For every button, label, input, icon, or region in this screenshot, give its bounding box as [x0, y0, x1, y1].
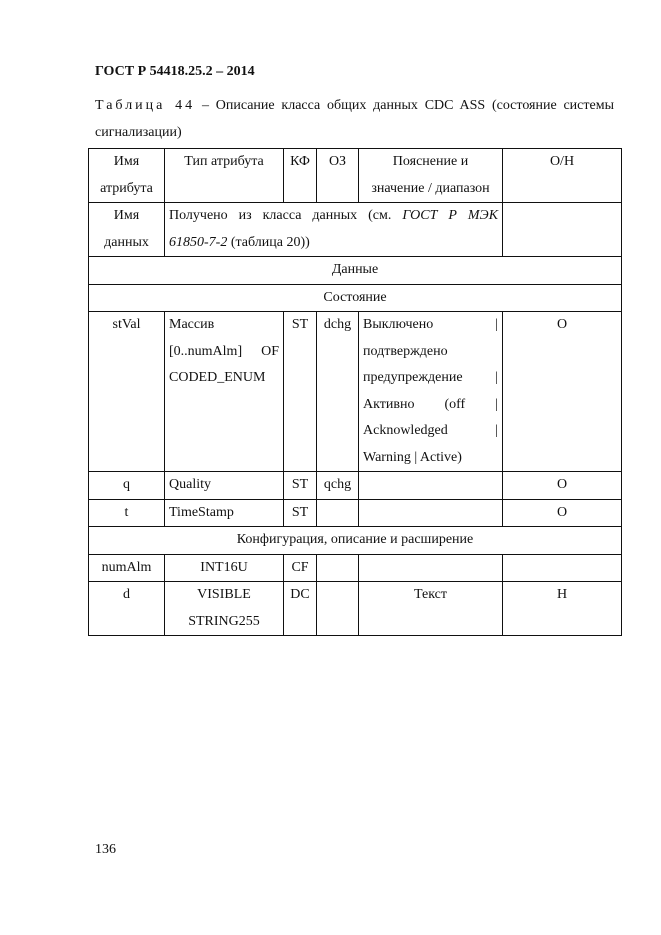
stval-expl-line4: Активно (off | [363, 396, 498, 412]
table-caption-number: Таблица 44 [95, 98, 196, 113]
document-standard-header: ГОСТ Р 54418.25.2 – 2014 [95, 64, 255, 79]
t-explanation-empty [359, 499, 503, 527]
header-name-line2: атрибута [100, 180, 153, 196]
dataname-desc-ref1: ГОСТ Р МЭК [402, 208, 498, 223]
d-on: Н [503, 582, 622, 636]
t-on: О [503, 499, 622, 527]
stval-expl-line5: Acknowledged | [363, 423, 498, 438]
q-oz: qchg [317, 472, 359, 500]
page-number: 136 [95, 842, 116, 857]
stval-explanation [359, 312, 503, 472]
numalm-on-empty [503, 554, 622, 582]
table-caption [95, 92, 614, 146]
d-oz-empty [317, 582, 359, 636]
table-row [89, 312, 622, 472]
stval-expl-line1: Выключено | [363, 317, 498, 332]
d-type [165, 582, 284, 636]
section-row-status [89, 284, 622, 312]
t-oz-empty [317, 499, 359, 527]
section-row-data [89, 257, 622, 285]
numalm-type: INT16U [165, 554, 284, 582]
dataname-on-empty [503, 203, 622, 257]
stval-type-line3: CODED_ENUM [169, 370, 266, 385]
header-name-line1: Имя [113, 154, 140, 169]
d-name: d [89, 582, 165, 636]
numalm-oz-empty [317, 554, 359, 582]
dataname-description [165, 203, 503, 257]
d-type-line2: STRING255 [188, 613, 260, 629]
header-oz: ОЗ [317, 149, 359, 203]
numalm-kf: CF [284, 554, 317, 582]
stval-type-line2: [0..numAlm] OF [169, 343, 279, 359]
section-status-label: Состояние [89, 284, 622, 312]
dataname-desc-ref2: 61850-7-2 [169, 234, 228, 250]
dataname-desc-line2 [169, 230, 498, 257]
d-explanation: Текст [359, 582, 503, 636]
dataname-label-line2: данных [104, 234, 149, 250]
t-name: t [89, 499, 165, 527]
cdc-ass-table [88, 148, 622, 636]
stval-type-line1: Массив [169, 317, 215, 332]
t-type: TimeStamp [165, 499, 284, 527]
header-attribute-name [89, 149, 165, 203]
dataname-label-line1: Имя [113, 208, 140, 223]
stval-kf: ST [284, 312, 317, 472]
table-row [89, 499, 622, 527]
header-expl-line2: значение / диапазон [371, 180, 490, 196]
numalm-explanation-empty [359, 554, 503, 582]
stval-name: stVal [89, 312, 165, 472]
table-row [89, 582, 622, 636]
d-kf: DC [284, 582, 317, 636]
stval-expl-line6: Warning | Active) [363, 449, 462, 465]
t-kf: ST [284, 499, 317, 527]
section-config-label: Конфигурация, описание и расширение [89, 527, 622, 555]
dataname-desc-line1 [169, 203, 498, 230]
q-kf: ST [284, 472, 317, 500]
header-kf: КФ [284, 149, 317, 203]
table-caption-text: – Описание класса общих данных CDC ASS (состояние системы сигнализации) [95, 98, 614, 140]
table-row [89, 554, 622, 582]
dataname-desc-post: (таблица 20)) [227, 234, 310, 250]
q-on: О [503, 472, 622, 500]
table-header-row [89, 149, 622, 203]
numalm-name: numAlm [89, 554, 165, 582]
dataname-label [89, 203, 165, 257]
stval-oz: dchg [317, 312, 359, 472]
dataname-desc-pre: Получено из класса данных (см. [169, 208, 403, 223]
section-row-config [89, 527, 622, 555]
header-attribute-type: Тип атрибута [165, 149, 284, 203]
header-expl-line1: Пояснение и [392, 154, 469, 169]
table-row-dataname [89, 203, 622, 257]
header-on: О/Н [503, 149, 622, 203]
header-explanation [359, 149, 503, 203]
q-explanation-empty [359, 472, 503, 500]
d-type-line1: VISIBLE [197, 587, 251, 602]
q-type: Quality [165, 472, 284, 500]
section-data-label: Данные [89, 257, 622, 285]
stval-type [165, 312, 284, 472]
stval-expl-line2: подтверждено [363, 343, 448, 359]
table-row [89, 472, 622, 500]
stval-expl-line3: предупреждение | [363, 370, 498, 385]
stval-on: О [503, 312, 622, 472]
q-name: q [89, 472, 165, 500]
